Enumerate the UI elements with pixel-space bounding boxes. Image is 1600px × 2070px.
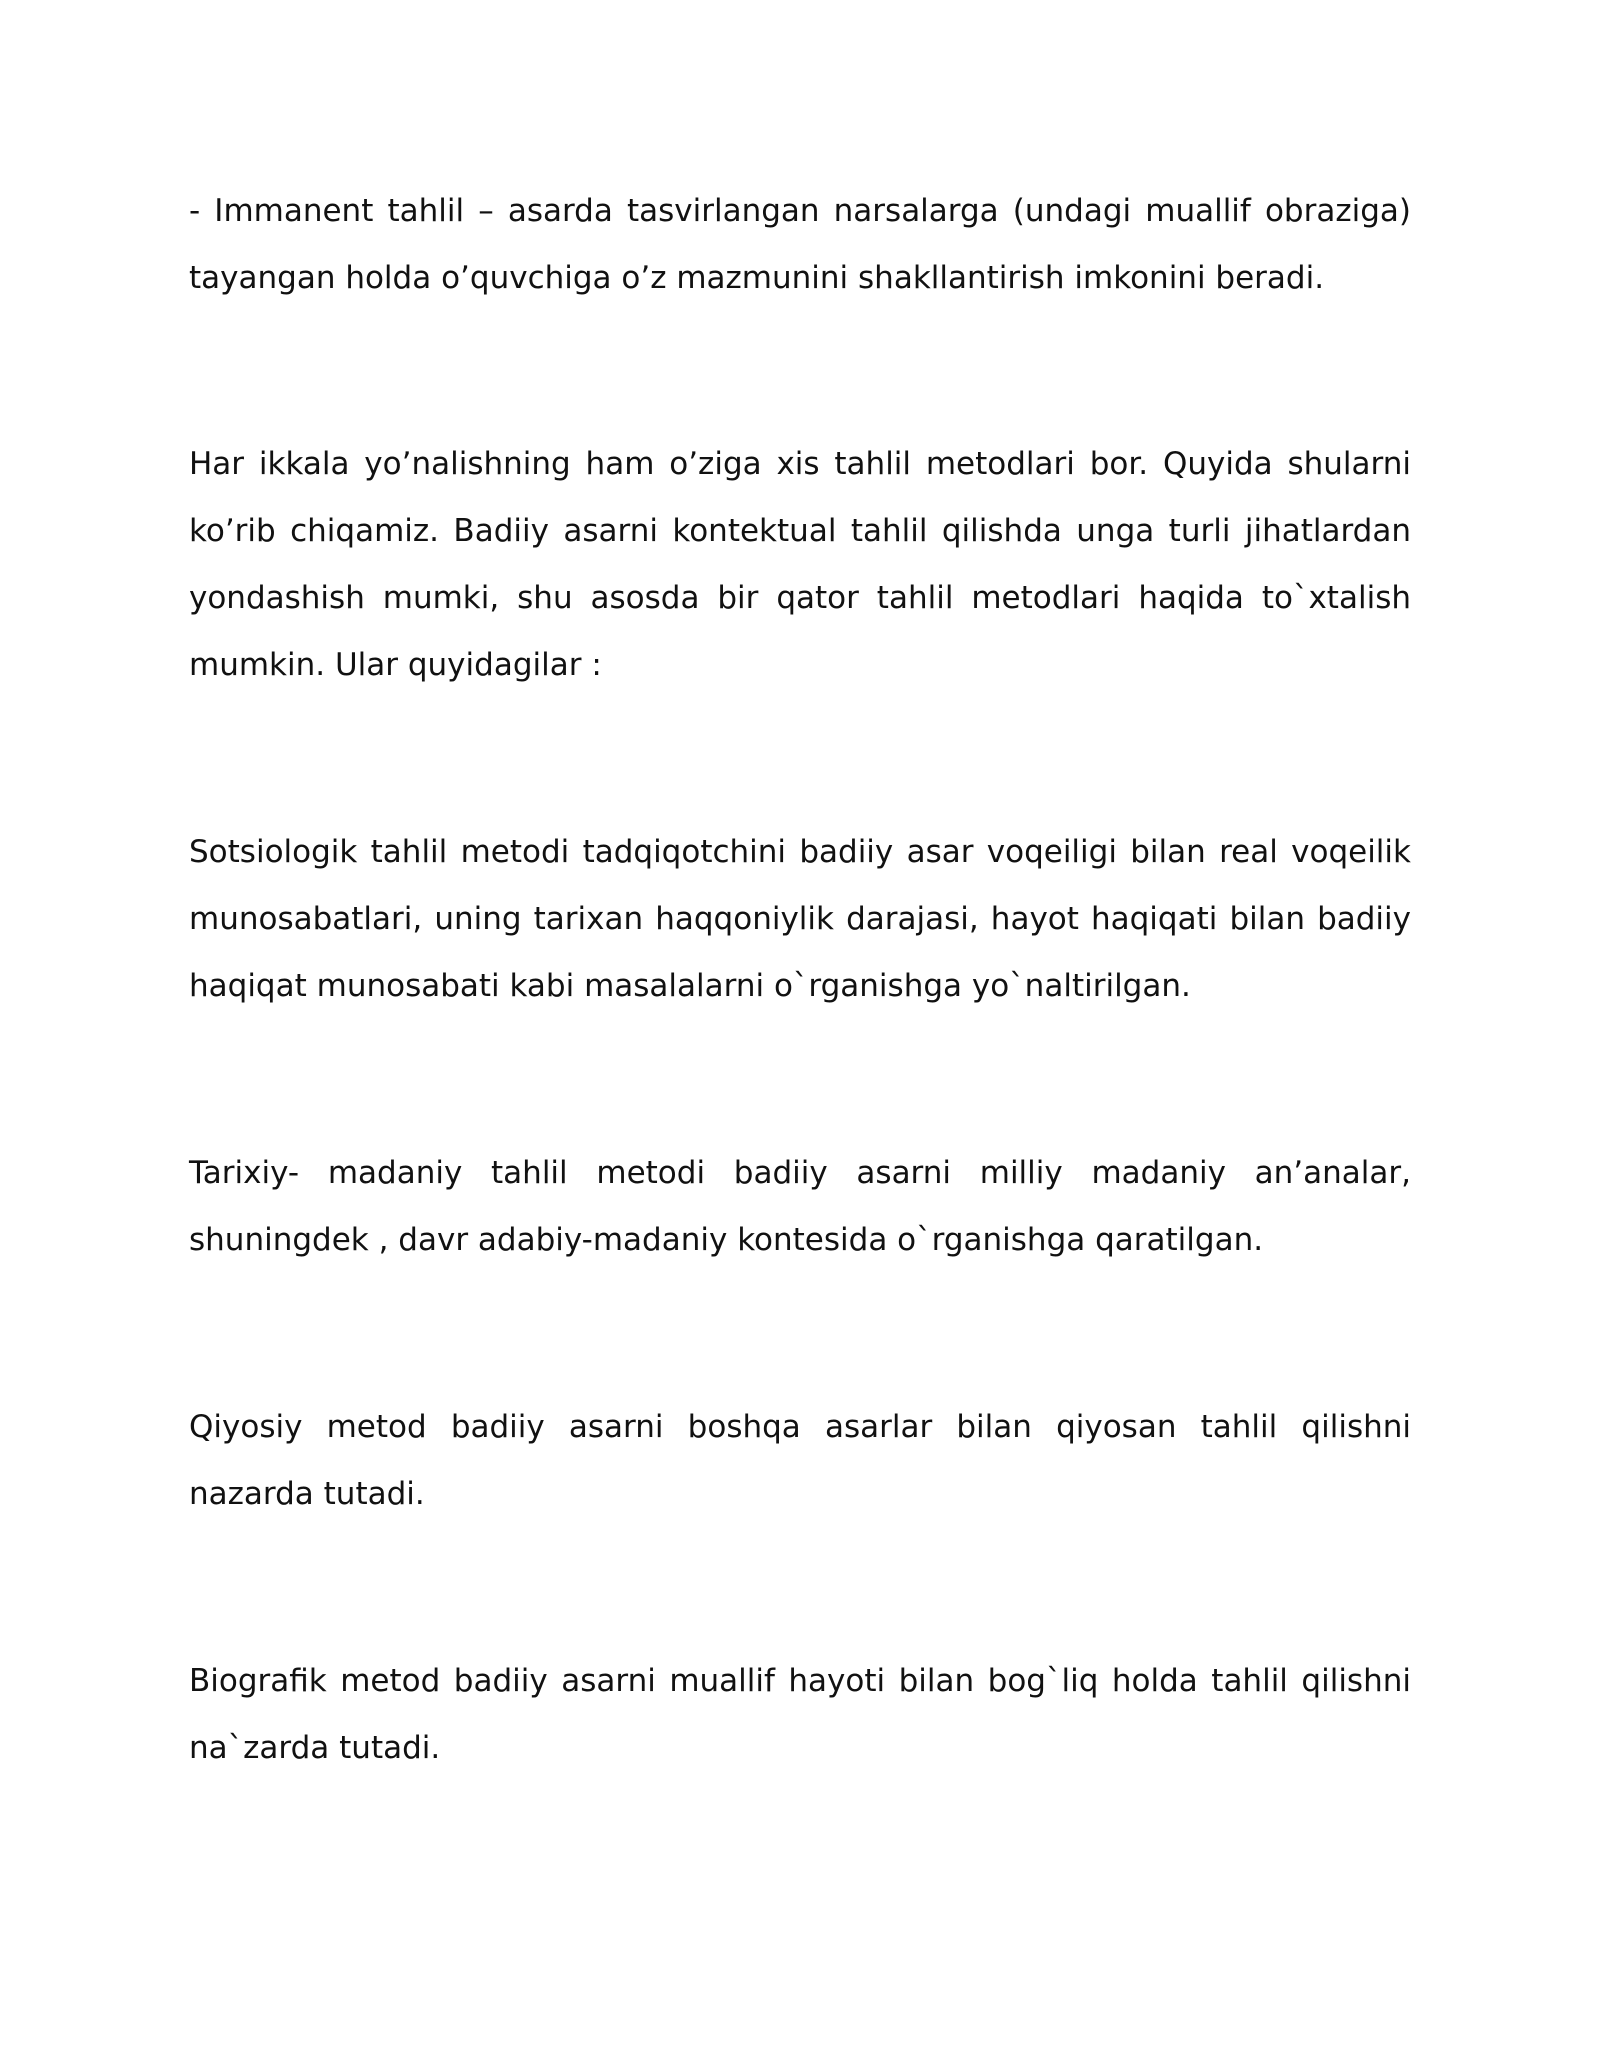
paragraph-immanent-analysis: - Immanent tahlil – asarda tasvirlangan narsalarga (undagi muallif obraziga) tayangan holda o’quvchiga o’z mazmunini shakllantirish imkonini beradi. [189,193,1411,296]
paragraph-comparative-method: Qiyosiy metod badiiy asarni boshqa asarlar bilan qiyosan tahlil qilishni nazarda tutadi. [189,1409,1411,1512]
paragraph-sociological-method: Sotsiologik tahlil metodi tadqiqotchini badiiy asar voqeiligi bilan real voqeilik munosabatlari, uning tarixan haqqoniylik darajasi, hayot haqiqati bilan badiiy haqiqat munosabati kabi masalalarni o`rganishga yo`naltirilgan. [189,834,1411,1004]
paragraph-historical-cultural-method: Tarixiy- madaniy tahlil metodi badiiy asarni milliy madaniy an’analar, shuningdek , davr adabiy-madaniy kontesida o`rganishga qaratilgan. [189,1155,1411,1258]
paragraph-biographical-method: Biografik metod badiiy asarni muallif hayoti bilan bog`liq holda tahlil qilishni na`zarda tutadi. [189,1663,1411,1766]
paragraph-analysis-methods-intro: Har ikkala yo’nalishning ham o’ziga xis tahlil metodlari bor. Quyida shularni ko’rib chiqamiz. Badiiy asarni kontektual tahlil qilishda unga turli jihatlardan yondashish mumki, shu asosda bir qator tahlil metodlari haqida to`xtalish mumkin. Ular quyidagilar : [189,446,1411,683]
